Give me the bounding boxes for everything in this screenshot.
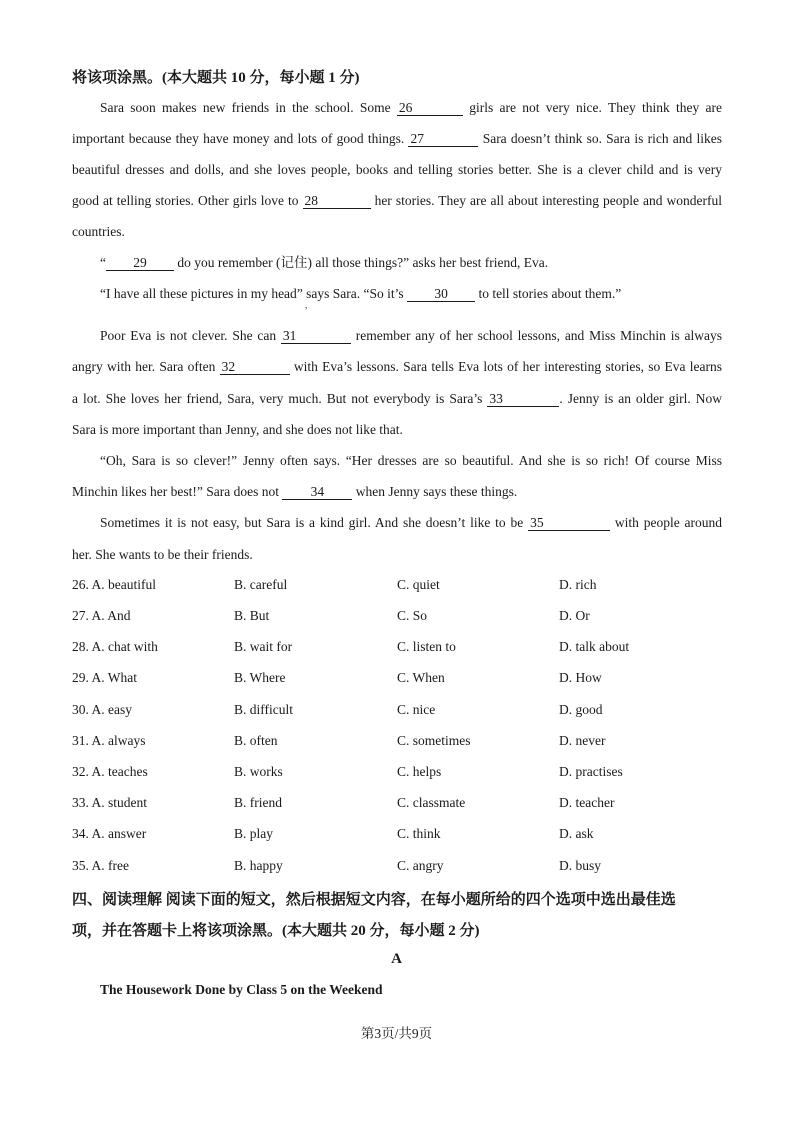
option-a: 27. A. And [72, 608, 131, 623]
question-options [72, 608, 732, 626]
passage-line: good at telling stories. Other girls love to 28 her stories. They are all about interesting people and wonderful [72, 193, 723, 208]
option-a: 32. A. teaches [72, 764, 148, 779]
stray-comma-mark: , [305, 300, 308, 310]
option-b: B. wait for [234, 639, 293, 654]
passage-line: a lot. She loves her friend, Sara, very much. But not everybody is Sara’s 33 . Jenny is an older girl. Now [72, 391, 722, 406]
option-c: C. When [397, 670, 445, 685]
option-d: D. ask [559, 826, 594, 841]
passage-title: The Housework Done by Class 5 on the Weekend [100, 982, 383, 997]
section-heading: 项，并在答题卡上将该项涂黑。(本大题共 20 分，每小题 2 分) [72, 923, 480, 939]
blank-28: 28 [303, 193, 371, 209]
passage-line: Minchin likes her best!” Sara does not 34 when Jenny says these things. [72, 484, 518, 499]
option-a: 33. A. student [72, 795, 148, 810]
section-heading: 将该项涂黑。(本大题共 10 分，每小题 1 分) [72, 70, 360, 86]
option-b: B. happy [234, 858, 283, 873]
passage-line: “Oh, Sara is so clever!” Jenny often says. “Her dresses are so beautiful. And she is so rich! Of course Miss [100, 453, 722, 468]
option-b: B. careful [234, 577, 288, 592]
question-options [72, 639, 732, 657]
passage-line: Sara soon makes new friends in the school. Some 26 girls are not very nice. They think they are [100, 100, 723, 115]
blank-29: 29 [106, 255, 174, 271]
option-a: 28. A. chat with [72, 639, 158, 654]
option-a: 35. A. free [72, 858, 129, 873]
option-b: B. often [234, 733, 278, 748]
passage-line: beautiful dresses and dolls, and she loves people, books and telling stories better. She is a clever child and is very [72, 162, 722, 177]
question-options [72, 577, 732, 595]
section-heading: 四、阅读理解 阅读下面的短文，然后根据短文内容，在每小题所给的四个选项中选出最佳选 [72, 892, 676, 908]
blank-32: 32 [220, 359, 290, 375]
option-d: D. Or [559, 608, 590, 623]
passage-line: Sara is more important than Jenny, and she does not like that. [72, 422, 403, 437]
option-a: 29. A. What [72, 670, 137, 685]
option-b: B. play [234, 826, 273, 841]
blank-33: 33 [487, 391, 559, 407]
question-options [72, 670, 732, 688]
option-c: C. nice [397, 702, 436, 717]
part-label: A [391, 951, 402, 967]
passage-line: important because they have money and lots of good things. 27 Sara doesn’t think so. Sara is rich and likes [72, 131, 722, 146]
blank-35: 35 [528, 515, 610, 531]
option-c: C. angry [397, 858, 444, 873]
option-d: D. talk about [559, 639, 630, 654]
option-c: C. So [397, 608, 428, 623]
passage-line: Poor Eva is not clever. She can 31 remember any of her school lessons, and Miss Minchin is always [100, 328, 722, 343]
question-options [72, 702, 732, 720]
question-options [72, 826, 732, 844]
option-b: B. But [234, 608, 270, 623]
passage-line: angry with her. Sara often 32 with Eva’s lessons. Sara tells Eva lots of her interesting stories, so Eva learns [72, 359, 722, 374]
blank-27: 27 [408, 131, 478, 147]
option-b: B. difficult [234, 702, 293, 717]
option-c: C. quiet [397, 577, 440, 592]
blank-30: 30 [407, 286, 475, 302]
option-c: C. helps [397, 764, 442, 779]
option-b: B. works [234, 764, 283, 779]
passage-line: “I have all these pictures in my head” says Sara. “So it’s 30 to tell stories about them.” [100, 286, 622, 301]
blank-31: 31 [281, 328, 351, 344]
option-d: D. never [559, 733, 606, 748]
passage-line: countries. [72, 224, 125, 239]
option-d: D. busy [559, 858, 602, 873]
option-d: D. good [559, 702, 603, 717]
blank-26: 26 [397, 100, 463, 116]
option-b: B. friend [234, 795, 282, 810]
question-options [72, 795, 732, 813]
option-a: 34. A. answer [72, 826, 147, 841]
option-d: D. practises [559, 764, 623, 779]
passage-line: “ 29 do you remember (记住) all those things?” asks her best friend, Eva. [100, 255, 549, 270]
option-c: C. sometimes [397, 733, 471, 748]
option-d: D. How [559, 670, 602, 685]
option-c: C. listen to [397, 639, 456, 654]
option-d: D. teacher [559, 795, 615, 810]
option-b: B. Where [234, 670, 286, 685]
option-a: 26. A. beautiful [72, 577, 156, 592]
option-c: C. think [397, 826, 441, 841]
option-c: C. classmate [397, 795, 466, 810]
page-number: 第3页/共9页 [360, 1026, 433, 1041]
passage-line: her. She wants to be their friends. [72, 547, 253, 562]
passage-line: Sometimes it is not easy, but Sara is a kind girl. And she doesn’t like to be 35 with people around [100, 515, 723, 530]
blank-34: 34 [282, 484, 352, 500]
question-options [72, 733, 732, 751]
option-a: 31. A. always [72, 733, 146, 748]
question-options [72, 764, 732, 782]
option-a: 30. A. easy [72, 702, 132, 717]
option-d: D. rich [559, 577, 597, 592]
question-options [72, 858, 732, 876]
